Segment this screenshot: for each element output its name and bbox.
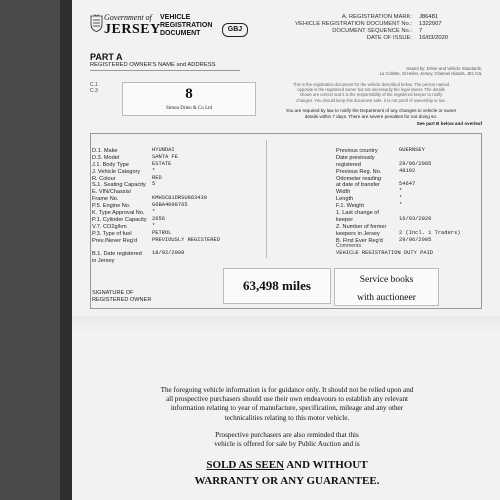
warranty-line: WARRANTY OR ANY GUARANTEE. [194,475,380,487]
date-registered-value: 18/02/2008 [152,250,185,257]
service-sticker [334,268,439,306]
owner-lot-number: 8 [185,86,193,102]
field-label: Previous country [336,148,378,154]
category-value: * [152,167,156,174]
disclaimer-line: all prospective purchasers should use their own endeavours to establish any relevant [165,395,409,404]
doc-title-line: REGISTRATION [160,22,213,30]
date-of-issue: 16/03/2020 [419,35,449,42]
field-label: D.1. Make [92,148,118,154]
issuer-line: Issued by: Driver and Vehicle Standards, [406,66,482,71]
column-divider [266,140,267,258]
code-label: C.1 [90,82,98,88]
field-label: keeper [336,216,354,223]
field-label: P.1. Cylinder Capacity [92,216,147,223]
owner-name: Simon Drieu & Co Ltd [165,106,213,111]
registration-mark: J86481 [419,14,439,20]
sold-as-seen-line [102,458,472,472]
ref-label: A. REGISTRATION MARK: [341,14,412,20]
width-value: * [399,188,403,195]
service-line: Service books [359,275,414,285]
blank-value [399,175,479,182]
see-part-b: See part B below and overleaf [416,121,482,126]
doc-title-line: DOCUMENT [160,30,201,38]
type-approval-value: * [152,209,156,216]
jersey-text: JERSEY [104,22,161,37]
model-value: SANTA FE [152,153,178,160]
field-label: P.3. Type of fuel [92,230,132,237]
first-reg-value: 29/06/2005 [399,236,432,243]
owner-heading: REGISTERED OWNER'S NAME and ADDRESS [90,62,216,68]
paper-fold [72,316,500,336]
field-label: S.1. Seating Capacity [92,182,146,189]
length-value: * [399,195,403,202]
issuer-text [264,66,482,76]
divider [90,70,240,71]
field-label: J.1. Body Type [92,161,129,168]
crest-icon [90,14,103,32]
field-label: Frame No. [92,196,119,203]
blank-value [152,188,262,195]
document-title [160,14,212,39]
seating-value: 5 [152,181,156,188]
owner-codes [90,82,98,94]
ref-label: VEHICLE REGISTRATION DOCUMENT No.: [295,21,412,28]
blank-value [399,223,479,230]
field-label: in Jersey [92,258,115,265]
field-label: D.3. Model [92,154,120,161]
history-field-values [399,147,479,243]
signature-line: SIGNATURE OF [92,290,134,296]
vin-value: KMHSC81DRSU863430 [152,195,207,202]
comments-value: VEHICLE REGISTRATION DUTY PAID [336,250,434,256]
ref-label: DOCUMENT SEQUENCE No.: [332,28,412,35]
field-label: Date previously [336,154,375,161]
legal-notice [262,108,480,120]
gov-text: Government of [104,13,152,22]
sequence-number: 7 [419,28,423,35]
part-a-title: PART A [90,52,123,62]
signature-line: REGISTERED OWNER [92,296,152,303]
field-label: Length [336,196,354,203]
make-value: HYUNDAI [152,147,175,153]
engine-no-value: G6BA4098765 [152,202,188,209]
field-label: P.5. Engine No. [92,203,131,210]
last-keeper-change-value: 16/03/2020 [399,215,432,222]
date-previously-registered-value: 29/06/2005 [399,160,432,167]
disclaimer-line: The foregoing vehicle information is for guidance only. It should not be relied upon and [160,386,414,394]
previous-reg-no-value: 48102 [399,167,416,174]
mileage-text: 63,498 miles [243,278,311,293]
legal-line: You are required by law to notify the Department of any changes to vehicle or owner [285,108,457,113]
former-keepers-value: 2 (Incl. 1 Traders) [399,229,461,236]
blank-value [152,243,262,250]
previous-country-value: GUERNSEY [399,147,425,153]
reminder-line: Prospective purchasers are also reminded that this [215,431,359,439]
auction-reminder [102,431,472,449]
document-number: 1322007 [419,21,442,28]
field-label: registered [336,161,361,168]
blank-value [399,209,479,216]
reference-labels [277,14,412,42]
disclaimer-line: technicalities relating to this motor vehicle. [224,413,350,422]
field-label: B.1. Date registered [92,251,142,258]
field-label: 1. Last change of [336,210,379,217]
reminder-line: vehicle is offered for sale by Public Auction and is [214,440,360,449]
notice-text [262,82,480,103]
reference-values [419,14,448,42]
field-label: E. VIN/Chassis/ [92,189,132,196]
registration-document [72,0,500,500]
and-without: AND WITHOUT [284,459,368,471]
field-label: Prev./Never Reg'd [92,237,138,244]
code-label: C.3 [90,88,98,95]
comments-label: Comments [336,243,362,249]
owner-label-sticker [122,82,256,116]
history-field-labels [336,148,396,244]
notice-line: opposite is the registered owner but not necessarily the legal owner. The details [297,87,445,93]
field-label: Odometer reading [336,175,382,182]
prev-reg-value: PREVIOUSLY REGISTERED [152,236,220,243]
ref-label: DATE OF ISSUE: [366,35,412,42]
issuer-line: La Collette, St Helier, Jersey, Channel Islands, JE1 0JL [379,71,482,77]
field-label [92,244,150,251]
sold-as-seen: SOLD AS SEEN [206,459,285,471]
field-label: Previous Reg. No. [336,168,382,175]
disclaimer-paragraph [102,386,472,423]
co2-value: * [152,222,156,229]
field-label: keepers in Jersey [336,230,380,237]
doc-title-line: VEHICLE [160,14,191,21]
blank-value [399,154,479,161]
notice-line: changes. You should keep this document safe. It is not proof of ownership or tax. [296,97,446,103]
vehicle-field-values [152,147,262,264]
field-label: F.1. Weight [336,203,364,210]
service-line: with auctioneer [357,292,416,303]
field-label: V.7. CO2g/km [92,223,127,230]
field-label: at date of transfer [336,182,380,189]
vehicle-field-labels [92,148,150,265]
disclaimer-line: information relating to year of manufacture, specification, mileage and any other [170,404,404,413]
body-type-value: ESTATE [152,160,172,167]
gbj-badge: GBJ [222,23,248,37]
colour-value: RED [152,174,162,181]
field-label: Width [336,189,351,196]
field-label: J. Vehicle Category [92,168,141,175]
field-label: R. Colour [92,175,116,182]
signature-label [92,290,151,304]
field-label: B. First Ever Reg'd [336,237,383,244]
weight-value: * [399,202,403,209]
odometer-value: 54647 [399,181,416,188]
legal-line: details within 7 days. There are severe penalties for not doing so. [304,113,438,119]
fuel-value: PETROL [152,229,172,236]
field-label: Z. Number of former [336,223,387,230]
field-label: K. Type Approval No. [92,210,145,217]
notice-line: shown are correct and it is the responsibility of the registered keeper to notify [299,92,443,98]
notice-line: This is the registration document for the vehicle described below. The person named [292,82,450,87]
mileage-sticker [223,268,331,304]
cylinder-value: 2656 [152,215,165,222]
blank-value [152,257,262,264]
